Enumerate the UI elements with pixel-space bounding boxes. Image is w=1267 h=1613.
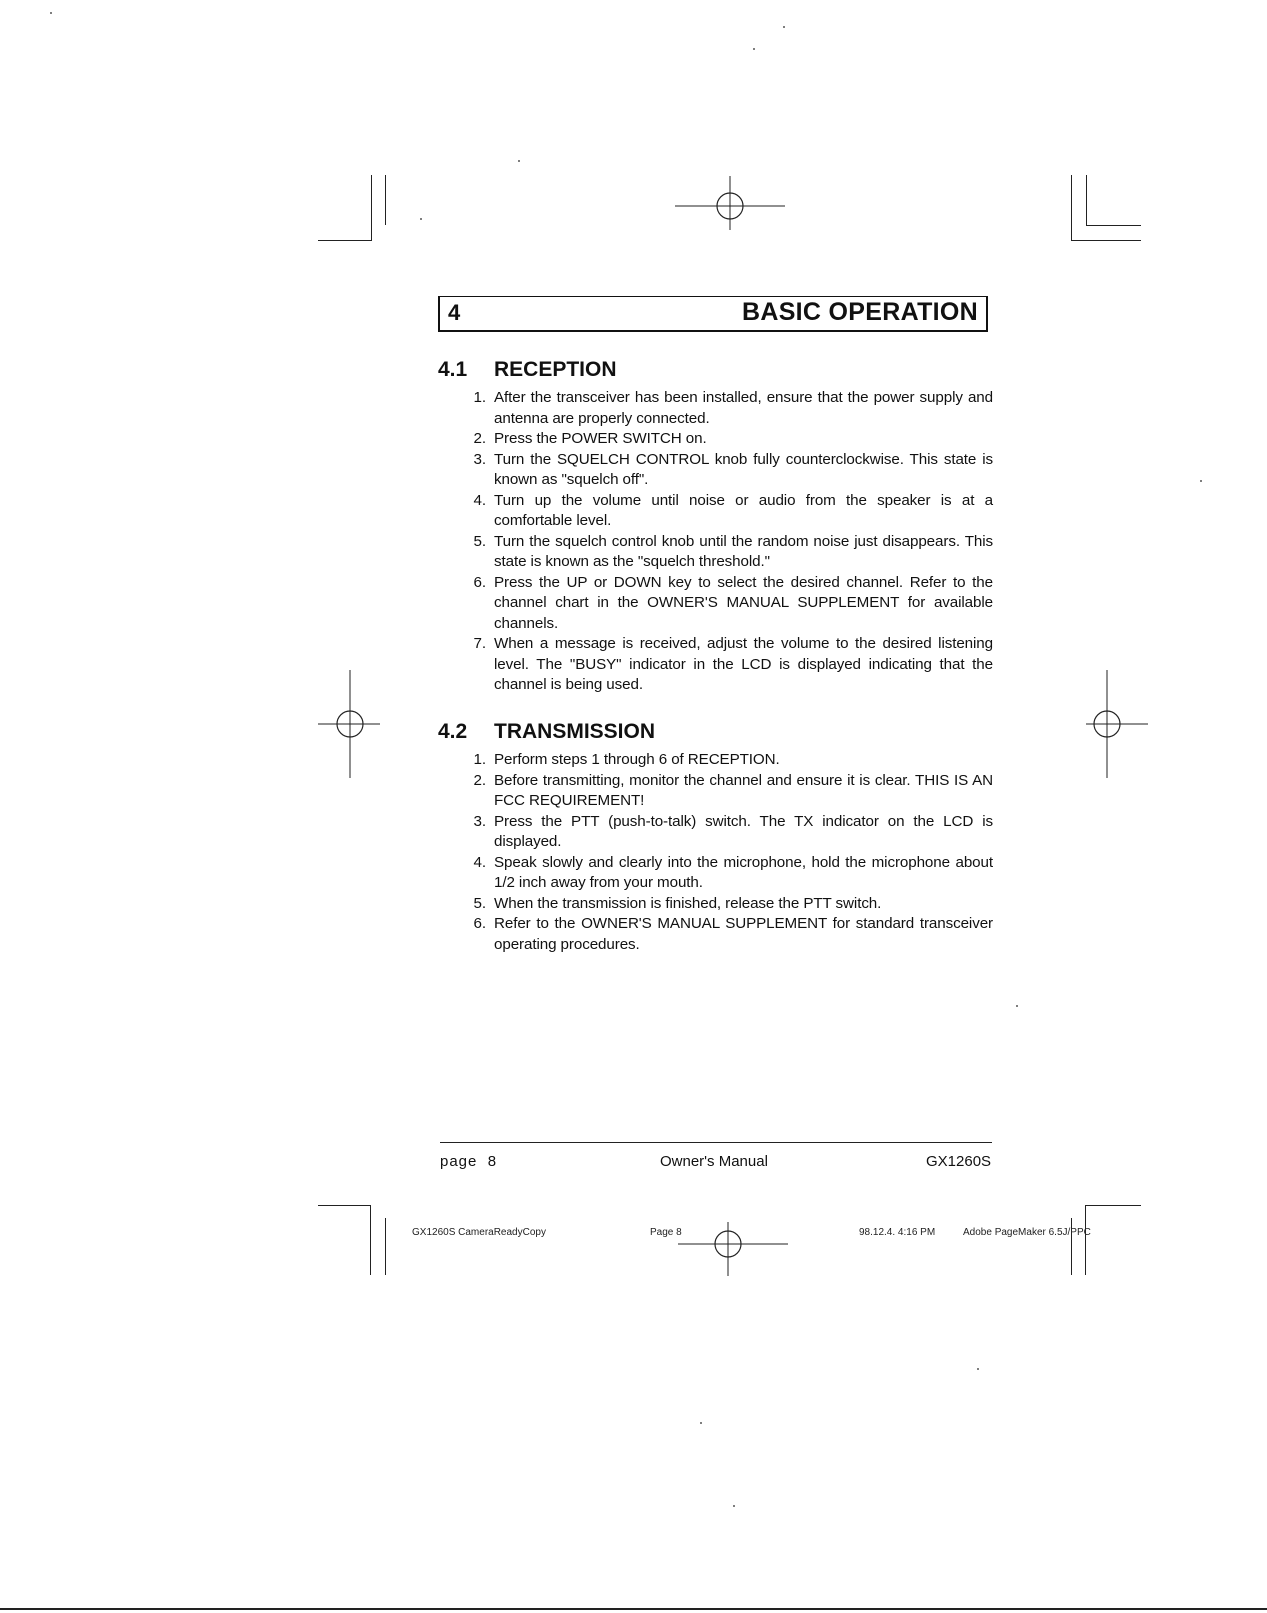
chapter-number: 4 bbox=[448, 300, 461, 325]
crop-mark bbox=[1086, 225, 1141, 226]
crop-mark bbox=[371, 175, 372, 241]
registration-mark bbox=[1086, 670, 1148, 778]
step-number: 1. bbox=[473, 751, 486, 768]
section-title: RECEPTION bbox=[494, 358, 617, 381]
crop-mark bbox=[385, 175, 386, 225]
crop-mark bbox=[1071, 175, 1072, 241]
registration-mark bbox=[678, 1222, 788, 1276]
section-reception bbox=[438, 356, 993, 696]
section-heading bbox=[438, 356, 993, 384]
step-number: 2. bbox=[473, 430, 486, 447]
scan-speck bbox=[420, 218, 422, 220]
crop-mark bbox=[370, 1205, 371, 1275]
step-text: When a message is received, adjust the volume to the desired listening level. The "BUSY" indicator in the LCD is displayed indicating that the channel is being used. bbox=[494, 635, 993, 693]
step-number: 6. bbox=[473, 915, 486, 932]
step-item bbox=[438, 853, 993, 894]
slug-file: GX1260S CameraReadyCopy bbox=[412, 1227, 546, 1238]
step-item bbox=[438, 812, 993, 853]
crop-mark bbox=[1085, 1205, 1141, 1206]
step-number: 3. bbox=[473, 450, 486, 468]
scan-speck bbox=[1200, 480, 1202, 482]
slug-datetime: 98.12.4. 4:16 PM bbox=[859, 1227, 936, 1238]
step-number: 7. bbox=[473, 635, 486, 652]
footer-model: GX1260S bbox=[926, 1153, 992, 1170]
scan-speck bbox=[783, 26, 785, 28]
section-title: TRANSMISSION bbox=[494, 720, 656, 743]
crop-mark bbox=[1086, 175, 1087, 225]
footer-rule bbox=[440, 1142, 992, 1143]
step-number: 3. bbox=[473, 812, 486, 830]
step-text: Before transmitting, monitor the channel and ensure it is clear. THIS IS AN FCC REQUIREMENT! bbox=[494, 771, 993, 809]
section-number: 4.1 bbox=[438, 358, 468, 381]
section-number: 4.2 bbox=[438, 720, 468, 743]
step-number: 4. bbox=[473, 853, 486, 871]
scan-speck bbox=[50, 12, 52, 14]
step-number: 2. bbox=[473, 771, 486, 789]
step-text: Turn the squelch control knob until the random noise just disappears. This state is known as the "squelch threshold." bbox=[494, 532, 993, 570]
step-item bbox=[438, 491, 993, 532]
footer-page-label: page 8 bbox=[440, 1153, 498, 1170]
crop-mark bbox=[318, 240, 372, 241]
step-item bbox=[438, 750, 993, 771]
registration-mark bbox=[318, 670, 380, 778]
scan-speck bbox=[1016, 1005, 1018, 1007]
scan-speck bbox=[733, 1505, 735, 1507]
steps-list bbox=[438, 388, 993, 696]
scan-speck bbox=[700, 1422, 702, 1424]
page-edge bbox=[0, 1608, 1267, 1610]
crop-mark bbox=[318, 1205, 371, 1206]
scan-speck bbox=[977, 1368, 979, 1370]
slug-page: Page 8 bbox=[650, 1227, 682, 1238]
section-heading bbox=[438, 718, 993, 746]
step-text: Refer to the OWNER'S MANUAL SUPPLEMENT for standard transceiver operating procedures. bbox=[494, 915, 993, 953]
step-item bbox=[438, 429, 993, 450]
chapter-header bbox=[438, 296, 988, 332]
step-number: 5. bbox=[473, 894, 486, 912]
step-item bbox=[438, 532, 993, 573]
step-item bbox=[438, 450, 993, 491]
footer-manual-title: Owner's Manual bbox=[660, 1153, 768, 1170]
crop-mark bbox=[1085, 1205, 1086, 1275]
step-text: Turn up the volume until noise or audio from the speaker is at a comfortable level. bbox=[494, 491, 993, 529]
step-text: Speak slowly and clearly into the microphone, hold the microphone about 1/2 inch away from your mouth. bbox=[494, 853, 993, 891]
step-item bbox=[438, 894, 993, 915]
registration-mark bbox=[675, 176, 785, 230]
step-text: Press the POWER SWITCH on. bbox=[494, 430, 707, 447]
step-text: Press the PTT (push-to-talk) switch. The TX indicator on the LCD is displayed. bbox=[494, 812, 993, 850]
step-item bbox=[438, 388, 993, 429]
step-item bbox=[438, 634, 993, 696]
crop-mark bbox=[385, 1218, 386, 1275]
step-text: When the transmission is finished, release the PTT switch. bbox=[494, 894, 882, 912]
step-item bbox=[438, 771, 993, 812]
scan-speck bbox=[518, 160, 520, 162]
step-text: Perform steps 1 through 6 of RECEPTION. bbox=[494, 751, 780, 768]
section-transmission bbox=[438, 718, 993, 955]
step-text: Press the UP or DOWN key to select the desired channel. Refer to the channel chart in the OWNER'S MANUAL SUPPLEMENT for available channels. bbox=[494, 573, 993, 632]
slug-app: Adobe PageMaker 6.5J/PPC bbox=[963, 1227, 1091, 1238]
chapter-title: BASIC OPERATION bbox=[742, 298, 978, 326]
step-text: Turn the SQUELCH CONTROL knob fully counterclockwise. This state is known as "squelch off". bbox=[494, 450, 993, 488]
scan-speck bbox=[753, 48, 755, 50]
step-number: 5. bbox=[473, 532, 486, 550]
step-number: 4. bbox=[473, 491, 486, 509]
step-number: 1. bbox=[473, 389, 486, 406]
step-item bbox=[438, 914, 993, 955]
step-item bbox=[438, 573, 993, 635]
crop-mark bbox=[1071, 240, 1141, 241]
steps-list bbox=[438, 750, 993, 955]
step-text: After the transceiver has been installed, ensure that the power supply and antenna are properly connected. bbox=[494, 389, 993, 427]
step-number: 6. bbox=[473, 573, 486, 591]
